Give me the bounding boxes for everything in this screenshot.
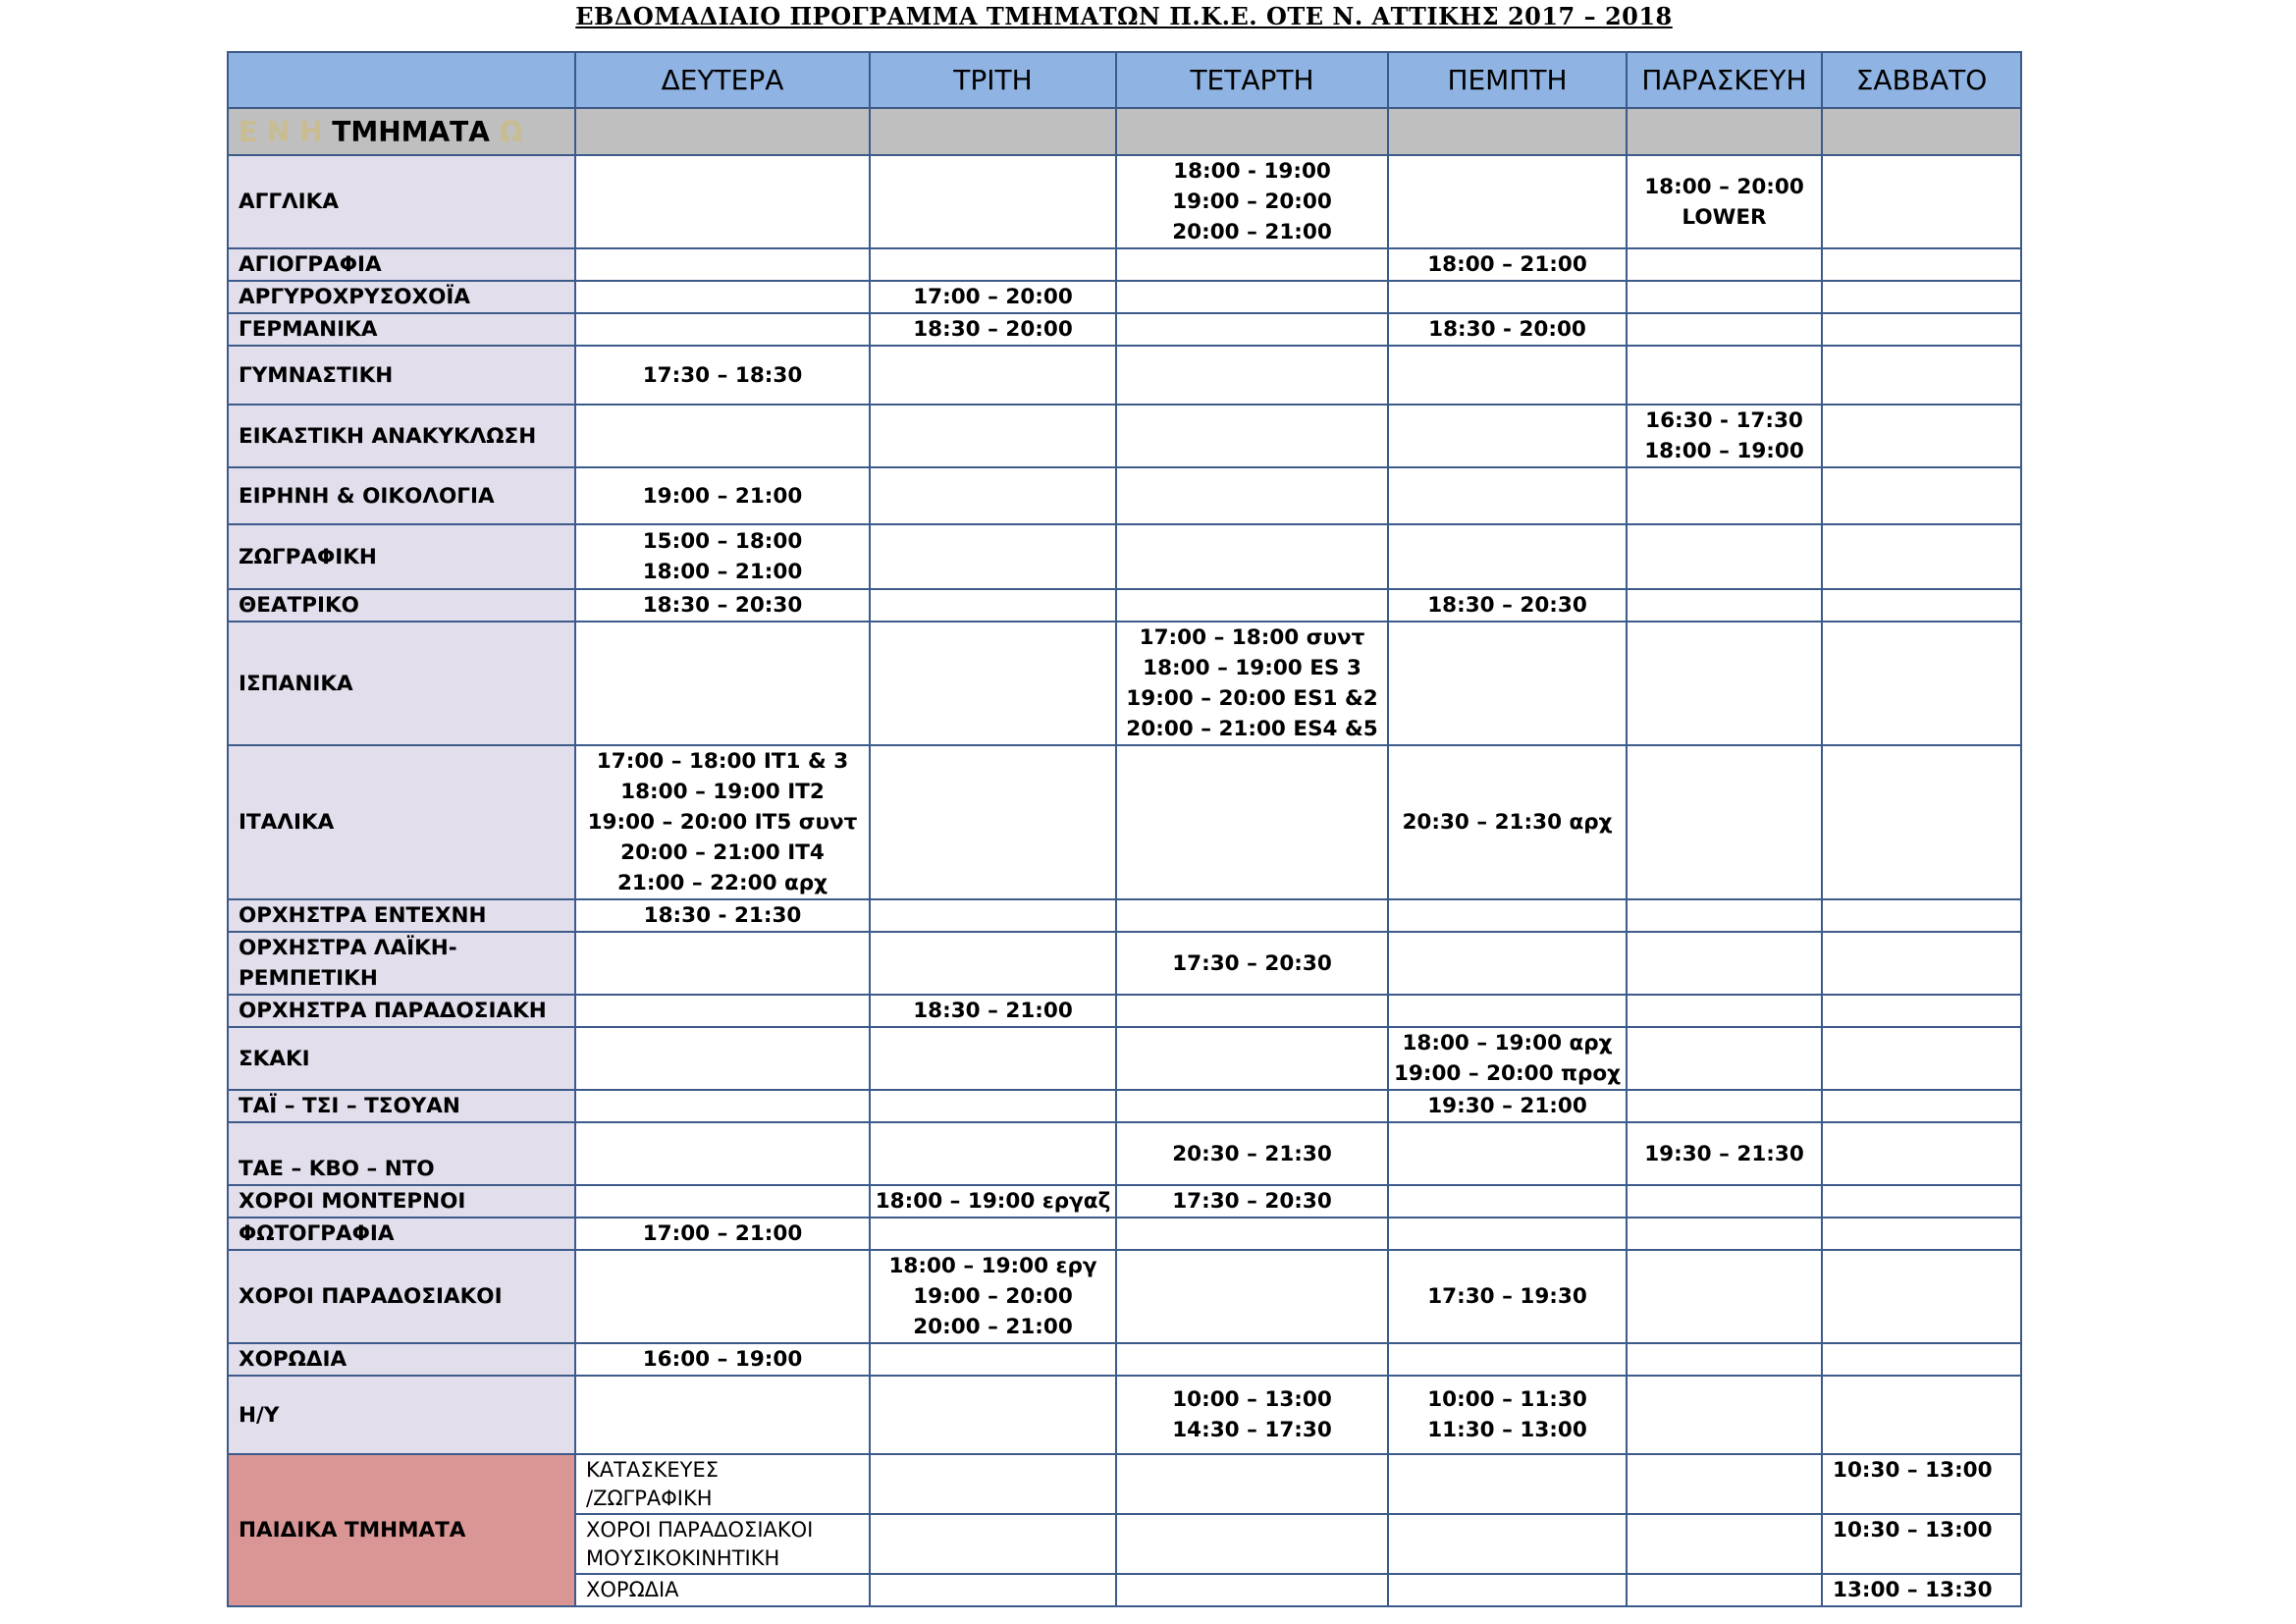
subject-cell: ΓΥΜΝΑΣΤΙΚΗ <box>228 346 575 405</box>
subject-cell: ΙΤΑΛΙΚΑ <box>228 745 575 899</box>
time-slot: 18:00 – 21:00 <box>642 560 803 584</box>
subject-cell: ΤΑΕ – ΚΒΟ – ΝΤΟ <box>228 1122 575 1185</box>
schedule-cell <box>1822 1185 2021 1218</box>
schedule-cell <box>870 1218 1116 1250</box>
schedule-cell <box>1627 745 1822 899</box>
day-header: ΤΡΙΤΗ <box>870 52 1116 108</box>
schedule-cell <box>1627 1250 1822 1343</box>
schedule-cell <box>870 745 1116 899</box>
time-slot: 18:00 - 19:00 <box>1173 159 1331 184</box>
schedule-cell <box>1116 1514 1388 1574</box>
schedule-cell <box>1388 589 1627 622</box>
table-row <box>228 313 2021 346</box>
time-slot: 18:00 – 21:00 <box>1427 252 1587 277</box>
group-label-cell <box>228 108 575 155</box>
schedule-cell <box>1627 313 1822 346</box>
day-header: ΠΕΜΠΤΗ <box>1388 52 1627 108</box>
time-slot: 20:00 – 21:00 ES4 &5 <box>1126 717 1378 741</box>
time-slot: 20:00 – 21:00 <box>913 1315 1073 1339</box>
table-row <box>228 155 2021 248</box>
time-slot: 18:00 – 19:00 IT2 <box>620 780 825 804</box>
time-slot: 20:00 – 21:00 <box>1172 220 1332 244</box>
schedule-cell <box>1116 1218 1388 1250</box>
schedule-cell <box>870 589 1116 622</box>
schedule-cell <box>1627 589 1822 622</box>
schedule-cell <box>1822 313 2021 346</box>
schedule-cell <box>575 1343 870 1376</box>
schedule-cell <box>870 1343 1116 1376</box>
table-row <box>228 1185 2021 1218</box>
kids-subject-line: ΚΑΤΑΣΚΕΥΕΣ <box>586 1457 720 1482</box>
schedule-cell <box>1388 899 1627 932</box>
kids-row <box>228 1454 2021 1514</box>
schedule-cell <box>1627 155 1822 248</box>
schedule-cell <box>1627 899 1822 932</box>
table-row <box>228 1343 2021 1376</box>
schedule-cell <box>1822 899 2021 932</box>
time-slot: 10:00 – 11:30 <box>1427 1387 1587 1412</box>
time-slot: 18:00 – 19:00 εργαζ <box>875 1189 1111 1214</box>
subject-cell: ΟΡΧΗΣΤΡΑ ΕΝΤΕΧΝΗ <box>228 899 575 932</box>
table-row <box>228 995 2021 1027</box>
group-cell <box>575 108 870 155</box>
day-header: ΔΕΥΤΕΡΑ <box>575 52 870 108</box>
schedule-cell <box>870 346 1116 405</box>
schedule-cell <box>575 589 870 622</box>
subject-cell: ΑΡΓΥΡΟΧΡΥΣΟΧΟΪΑ <box>228 281 575 313</box>
schedule-cell <box>1822 248 2021 281</box>
schedule-cell <box>1627 1218 1822 1250</box>
time-slot: 18:30 – 20:30 <box>1427 593 1587 618</box>
subject-cell: ΧΟΡΩΔΙΑ <box>228 1343 575 1376</box>
schedule-cell <box>870 1514 1116 1574</box>
schedule-cell <box>1388 281 1627 313</box>
schedule-cell <box>1116 467 1388 524</box>
schedule-cell <box>1822 467 2021 524</box>
schedule-cell <box>575 155 870 248</box>
kids-label: ΠΑΙΔΙΚΑ ΤΜΗΜΑΤΑ <box>228 1454 575 1606</box>
schedule-cell <box>1822 155 2021 248</box>
schedule-cell <box>575 1376 870 1454</box>
schedule-cell <box>1116 1122 1388 1185</box>
subject-cell: ΧΟΡΟΙ ΠΑΡΑΔΟΣΙΑΚΟΙ <box>228 1250 575 1343</box>
table-row <box>228 1027 2021 1090</box>
schedule-table <box>227 51 2022 1607</box>
schedule-cell <box>870 313 1116 346</box>
schedule-cell <box>1822 1250 2021 1343</box>
schedule-cell <box>870 467 1116 524</box>
time-slot: 18:00 – 20:00 <box>1644 174 1804 199</box>
time-slot: 20:30 – 21:30 αρχ <box>1402 810 1613 835</box>
schedule-cell <box>1627 1343 1822 1376</box>
schedule-cell <box>575 405 870 467</box>
subject-cell: ΑΓΓΛΙΚΑ <box>228 155 575 248</box>
subject-cell: ΖΩΓΡΑΦΙΚΗ <box>228 524 575 589</box>
schedule-cell <box>870 1376 1116 1454</box>
schedule-cell <box>575 1122 870 1185</box>
schedule-cell <box>1388 313 1627 346</box>
schedule-cell <box>575 622 870 745</box>
schedule-cell <box>870 405 1116 467</box>
time-slot: 17:00 – 18:00 συντ <box>1139 625 1365 650</box>
schedule-cell <box>1116 899 1388 932</box>
schedule-cell <box>575 1090 870 1122</box>
kids-subject-cell <box>575 1454 870 1514</box>
schedule-cell <box>1116 1185 1388 1218</box>
time-slot: 19:00 – 20:00 προχ <box>1393 1061 1622 1086</box>
day-header: ΠΑΡΑΣΚΕΥΗ <box>1627 52 1822 108</box>
schedule-cell <box>1822 932 2021 995</box>
schedule-cell <box>1116 1090 1388 1122</box>
schedule-cell <box>1822 1343 2021 1376</box>
subject-cell: ΟΡΧΗΣΤΡΑ ΛΑΪΚΗ-ΡΕΜΠΕΤΙΚΗ <box>228 932 575 995</box>
schedule-cell <box>1388 1574 1627 1606</box>
table-row <box>228 346 2021 405</box>
subject-cell: ΑΓΙΟΓΡΑΦΙΑ <box>228 248 575 281</box>
page-title: ΕΒΔΟΜΑΔΙΑΙΟ ΠΡΟΓΡΑΜΜΑ ΤΜΗΜΑΤΩΝ Π.Κ.Ε. ΟΤΕ Ν. ΑΤΤΙΚΗΣ 2017 – 2018 <box>575 2 1673 30</box>
time-slot: 17:00 – 20:00 <box>913 285 1073 309</box>
schedule-cell <box>870 524 1116 589</box>
schedule-cell <box>870 899 1116 932</box>
schedule-cell <box>1116 155 1388 248</box>
time-slot: 17:00 – 21:00 <box>642 1221 803 1246</box>
subject-cell: ΘΕΑΤΡΙΚΟ <box>228 589 575 622</box>
time-slot: 15:00 – 18:00 <box>642 529 803 554</box>
schedule-cell <box>575 281 870 313</box>
saturday-slot: 10:30 – 13:00 <box>1822 1514 2021 1574</box>
time-slot: 18:30 - 21:30 <box>643 903 802 928</box>
schedule-cell <box>1627 932 1822 995</box>
schedule-cell <box>575 467 870 524</box>
schedule-cell <box>1627 1027 1822 1090</box>
schedule-cell <box>1822 405 2021 467</box>
table-row <box>228 281 2021 313</box>
time-slot: 16:00 – 19:00 <box>642 1347 803 1372</box>
time-slot: 19:00 – 20:00 IT5 συντ <box>587 810 858 835</box>
schedule-cell <box>1116 524 1388 589</box>
schedule-cell <box>1627 405 1822 467</box>
kids-subject-cell <box>575 1574 870 1606</box>
schedule-cell <box>1116 281 1388 313</box>
schedule-cell <box>575 313 870 346</box>
schedule-cell <box>870 1185 1116 1218</box>
subject-cell: ΙΣΠΑΝΙΚΑ <box>228 622 575 745</box>
time-slot: 17:30 – 20:30 <box>1172 1189 1332 1214</box>
time-slot: 21:00 – 22:00 αρχ <box>616 871 828 895</box>
schedule-cell <box>1116 745 1388 899</box>
schedule-cell <box>1822 524 2021 589</box>
schedule-cell <box>1627 1376 1822 1454</box>
schedule-cell <box>1388 1514 1627 1574</box>
time-slot: 19:30 – 21:30 <box>1644 1141 1804 1166</box>
time-slot: 14:30 – 17:30 <box>1172 1418 1332 1442</box>
group-cell <box>1116 108 1388 155</box>
schedule-cell <box>1822 1027 2021 1090</box>
schedule-cell <box>1388 622 1627 745</box>
table-row <box>228 1376 2021 1454</box>
subject-cell: Η/Υ <box>228 1376 575 1454</box>
schedule-cell <box>870 995 1116 1027</box>
schedule-cell <box>1388 467 1627 524</box>
schedule-cell <box>575 248 870 281</box>
schedule-cell <box>870 1027 1116 1090</box>
time-slot: 17:00 – 18:00 IT1 & 3 <box>596 749 849 774</box>
subject-cell: ΟΡΧΗΣΤΡΑ ΠΑΡΑΔΟΣΙΑΚΗ <box>228 995 575 1027</box>
schedule-cell <box>1388 405 1627 467</box>
schedule-cell <box>1822 1090 2021 1122</box>
time-slot: 17:30 – 19:30 <box>1427 1284 1587 1309</box>
schedule-cell <box>1388 1250 1627 1343</box>
table-row <box>228 1090 2021 1122</box>
schedule-cell <box>1388 524 1627 589</box>
time-slot: 10:00 – 13:00 <box>1172 1387 1332 1412</box>
schedule-cell <box>1627 1454 1822 1514</box>
group-faint-prefix: Ε Ν Η <box>239 115 333 148</box>
schedule-cell <box>575 1027 870 1090</box>
saturday-slot: 10:30 – 13:00 <box>1822 1454 2021 1514</box>
schedule-cell <box>1627 1090 1822 1122</box>
schedule-cell <box>1116 1250 1388 1343</box>
schedule-cell <box>1822 346 2021 405</box>
schedule-cell <box>575 745 870 899</box>
day-header: ΤΕΤΑΡΤΗ <box>1116 52 1388 108</box>
schedule-cell <box>1822 1376 2021 1454</box>
kids-subject-line: /ΖΩΓΡΑΦΙΚΗ <box>586 1486 713 1510</box>
time-slot: 19:00 – 20:00 ES1 &2 <box>1126 686 1378 711</box>
time-slot: 16:30 - 17:30 <box>1645 408 1803 433</box>
schedule-cell <box>575 1218 870 1250</box>
group-cell <box>870 108 1116 155</box>
schedule-cell <box>1116 346 1388 405</box>
table-row <box>228 1218 2021 1250</box>
schedule-cell <box>1388 1122 1627 1185</box>
time-slot: 17:30 – 18:30 <box>642 362 803 388</box>
header-corner <box>228 52 575 108</box>
group-cell <box>1822 108 2021 155</box>
time-slot: 19:30 – 21:00 <box>1427 1094 1587 1118</box>
time-slot: 18:00 – 19:00 εργ <box>888 1254 1097 1278</box>
schedule-cell <box>1116 1574 1388 1606</box>
schedule-cell <box>1822 589 2021 622</box>
schedule-cell <box>1822 1218 2021 1250</box>
day-header: ΣΑΒΒΑΤΟ <box>1822 52 2021 108</box>
schedule-cell <box>1822 1122 2021 1185</box>
schedule-cell <box>1116 1376 1388 1454</box>
group-row <box>228 108 2021 155</box>
table-row <box>228 622 2021 745</box>
schedule-cell <box>870 1090 1116 1122</box>
schedule-cell <box>575 932 870 995</box>
schedule-cell <box>575 524 870 589</box>
schedule-cell <box>1388 745 1627 899</box>
header-row <box>228 52 2021 108</box>
table-row <box>228 589 2021 622</box>
schedule-cell <box>870 622 1116 745</box>
schedule-cell <box>1822 995 2021 1027</box>
table-row <box>228 405 2021 467</box>
schedule-cell <box>1627 622 1822 745</box>
schedule-cell <box>1116 1454 1388 1514</box>
time-slot: 19:00 – 20:00 <box>1172 189 1332 214</box>
schedule-cell <box>870 281 1116 313</box>
schedule-cell <box>1627 1185 1822 1218</box>
schedule-cell <box>1388 1027 1627 1090</box>
time-slot: 18:00 – 19:00 ES 3 <box>1143 656 1362 680</box>
subject-cell: ΤΑΪ – ΤΣΙ – ΤΣΟΥΑΝ <box>228 1090 575 1122</box>
schedule-cell <box>1388 1090 1627 1122</box>
kids-subject-cell <box>575 1514 870 1574</box>
schedule-cell <box>1822 622 2021 745</box>
schedule-cell <box>870 1122 1116 1185</box>
schedule-cell <box>1627 248 1822 281</box>
schedule-cell <box>870 1250 1116 1343</box>
time-slot: 11:30 – 13:00 <box>1427 1418 1587 1442</box>
subject-cell: ΕΙΡΗΝΗ & ΟΙΚΟΛΟΓΙΑ <box>228 467 575 524</box>
schedule-cell <box>1388 1454 1627 1514</box>
subject-cell: ΕΙΚΑΣΤΙΚΗ ΑΝΑΚΥΚΛΩΣΗ <box>228 405 575 467</box>
schedule-cell <box>1627 1122 1822 1185</box>
schedule-cell <box>1388 1343 1627 1376</box>
schedule-cell <box>1388 932 1627 995</box>
schedule-cell <box>1388 248 1627 281</box>
subject-cell: ΣΚΑΚΙ <box>228 1027 575 1090</box>
group-cell <box>1388 108 1627 155</box>
schedule-cell <box>1627 1574 1822 1606</box>
schedule-cell <box>1388 1185 1627 1218</box>
time-slot: 18:30 – 20:00 <box>913 317 1073 342</box>
table-row <box>228 1250 2021 1343</box>
time-slot: 18:00 – 19:00 <box>1644 439 1804 463</box>
schedule-cell <box>1388 1218 1627 1250</box>
time-slot: 20:00 – 21:00 IT4 <box>620 840 825 865</box>
kids-subject-line: ΜΟΥΣΙΚΟΚΙΝΗΤΙΚΗ <box>586 1545 780 1570</box>
schedule-cell <box>1116 1343 1388 1376</box>
group-faint-suffix: Ω <box>489 115 523 148</box>
schedule-cell <box>1627 995 1822 1027</box>
group-label: ΤΜΗΜΑΤΑ <box>332 115 490 148</box>
schedule-cell <box>575 1250 870 1343</box>
schedule-cell <box>870 248 1116 281</box>
time-slot: 19:00 – 20:00 <box>913 1284 1073 1309</box>
schedule-cell <box>1388 1376 1627 1454</box>
time-slot: 18:30 – 20:30 <box>642 593 803 618</box>
schedule-cell <box>870 1454 1116 1514</box>
schedule-cell <box>1116 995 1388 1027</box>
time-slot: 20:30 – 21:30 <box>1172 1141 1332 1166</box>
schedule-cell <box>1116 589 1388 622</box>
saturday-slot: 13:00 – 13:30 <box>1822 1574 2021 1606</box>
schedule-cell <box>1627 467 1822 524</box>
schedule-cell <box>870 932 1116 995</box>
schedule-cell <box>1116 405 1388 467</box>
kids-subject-line: ΧΟΡΟΙ ΠΑΡΑΔΟΣΙΑΚΟΙ <box>586 1517 814 1542</box>
table-row <box>228 524 2021 589</box>
time-slot: 17:30 – 20:30 <box>1172 950 1332 976</box>
group-cell <box>1627 108 1822 155</box>
schedule-cell <box>1388 155 1627 248</box>
schedule-cell <box>1116 248 1388 281</box>
subject-cell: ΧΟΡΟΙ ΜΟΝΤΕΡΝΟΙ <box>228 1185 575 1218</box>
schedule-cell <box>575 995 870 1027</box>
schedule-cell <box>1627 524 1822 589</box>
schedule-cell <box>1627 281 1822 313</box>
schedule-cell <box>1822 745 2021 899</box>
time-slot: 18:30 – 21:00 <box>913 999 1073 1023</box>
table-row <box>228 932 2021 995</box>
time-slot: 18:30 - 20:00 <box>1428 317 1586 342</box>
schedule-cell <box>1822 281 2021 313</box>
time-slot: 19:00 – 21:00 <box>642 483 803 509</box>
table-row <box>228 248 2021 281</box>
schedule-cell <box>870 155 1116 248</box>
schedule-cell <box>1116 313 1388 346</box>
schedule-cell <box>1627 1514 1822 1574</box>
subject-cell: ΦΩΤΟΓΡΑΦΙΑ <box>228 1218 575 1250</box>
schedule-cell <box>870 1574 1116 1606</box>
schedule-cell <box>1627 346 1822 405</box>
table-row <box>228 745 2021 899</box>
schedule-cell <box>1388 995 1627 1027</box>
table-row <box>228 899 2021 932</box>
kids-subject-line: ΧΟΡΩΔΙΑ <box>586 1578 679 1601</box>
schedule-cell <box>1116 622 1388 745</box>
schedule-cell <box>575 346 870 405</box>
schedule-cell <box>1116 932 1388 995</box>
time-slot: 18:00 – 19:00 αρχ <box>1402 1031 1613 1056</box>
schedule-cell <box>575 1185 870 1218</box>
schedule-cell <box>1388 346 1627 405</box>
time-slot: LOWER <box>1682 204 1767 230</box>
schedule-cell <box>1116 1027 1388 1090</box>
table-row <box>228 467 2021 524</box>
subject-cell: ΓΕΡΜΑΝΙΚΑ <box>228 313 575 346</box>
table-row <box>228 1122 2021 1185</box>
schedule-cell <box>575 899 870 932</box>
